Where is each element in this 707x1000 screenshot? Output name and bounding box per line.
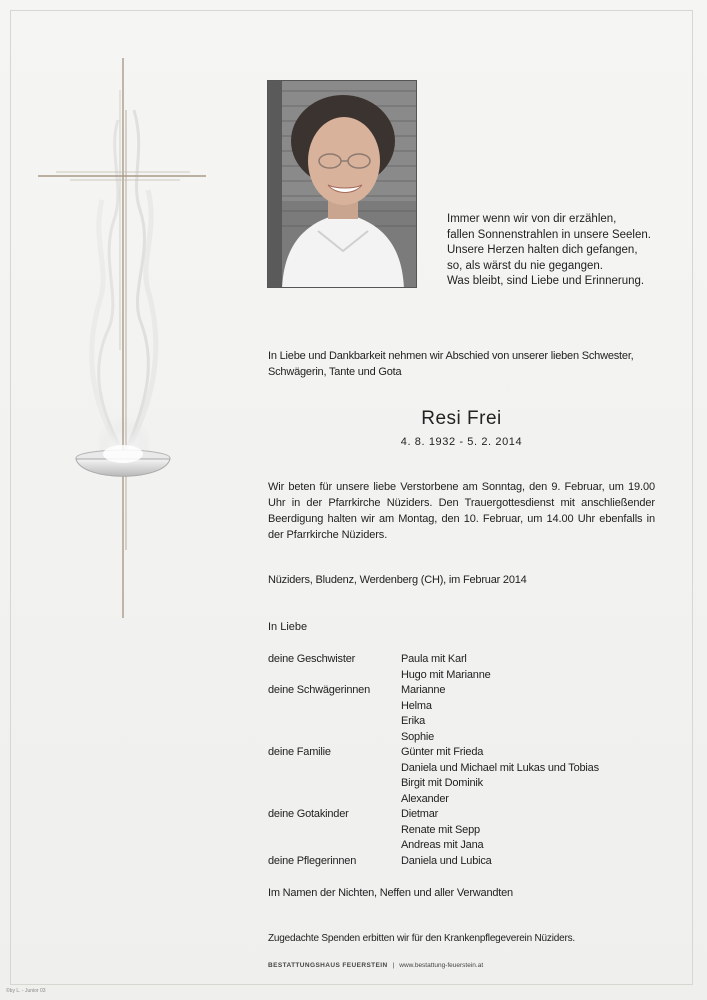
donation-note: Zugedachte Spenden erbitten wir für den Krankenpflegeverein Nüziders. [268, 933, 575, 944]
mourner-name: Alexander [401, 792, 449, 805]
poem-line: Immer wenn wir von dir erzählen, [447, 213, 617, 225]
relation-label [268, 761, 401, 777]
relation-label: deine Familie [268, 746, 331, 758]
mourner-name: Günter mit Frieda [401, 746, 484, 758]
mourners-list [268, 652, 668, 869]
life-dates: 4. 8. 1932 - 5. 2. 2014 [400, 436, 523, 448]
poem-line: Unsere Herzen halten dich gefangen, [447, 244, 638, 256]
mourner-name: Daniela und Michael mit Lukas und Tobias [401, 761, 599, 774]
mourner-name: Andreas mit Jana [401, 839, 484, 851]
closing-text: Im Namen der Nichten, Neffen und aller Verwandten [268, 887, 513, 899]
relation-label: deine Pflegerinnen [268, 854, 357, 867]
poem-line: fallen Sonnenstrahlen in unsere Seelen. [447, 228, 651, 241]
mourner-row [268, 761, 668, 777]
mourner-row [268, 714, 668, 730]
mourner-name: Renate mit Sepp [401, 823, 480, 836]
mourner-name: Erika [401, 715, 426, 727]
cross-flame-icon [30, 50, 220, 630]
mourner-row [268, 776, 668, 792]
mourner-name: Sophie [401, 730, 435, 743]
mourner-row [268, 792, 668, 808]
mourner-name: Dietmar [401, 808, 439, 820]
relation-label [268, 714, 401, 730]
relation-label [268, 668, 401, 684]
mourner-name: Marianne [401, 684, 446, 696]
mourner-row [268, 683, 668, 699]
mourner-row [268, 838, 668, 854]
mourner-name: Helma [401, 699, 432, 712]
mourner-row [268, 730, 668, 746]
footer-separator: | [392, 962, 395, 969]
mourner-name: Paula mit Karl [401, 653, 467, 665]
service-info: Wir beten für unsere liebe Verstorbene am Sonntag, den 9. Februar, um 19.00 Uhr in der Pfarrkirche Nüziders. Den Trauergottesdienst mit anschließender Beerdigung halten wir am Montag, den 10. Februar, um 14.00 Uhr ebenfalls in der Pfarrkirche Nüziders. [268, 481, 655, 541]
deceased-name: Resi Frei [421, 408, 502, 429]
mourner-row [268, 652, 668, 668]
portrait-photo [267, 80, 417, 288]
relation-label [268, 792, 401, 808]
relation-label: deine Schwägerinnen [268, 684, 370, 696]
mourner-row [268, 807, 668, 823]
mourner-row [268, 668, 668, 684]
mourner-name: Hugo mit Marianne [401, 668, 491, 681]
funeral-home-website: www.bestattung-feuerstein.at [399, 962, 484, 969]
place-date: Nüziders, Bludenz, Werdenberg (CH), im Februar 2014 [268, 574, 527, 586]
mourner-row [268, 699, 668, 715]
mourner-row [268, 854, 668, 870]
in-liebe-heading: In Liebe [268, 621, 308, 633]
relation-label: deine Gotakinder [268, 808, 349, 820]
relation-label [268, 730, 401, 746]
mourner-row [268, 823, 668, 839]
funeral-home-name: BESTATTUNGSHAUS FEUERSTEIN [268, 962, 388, 969]
relation-label: deine Geschwister [268, 653, 356, 665]
intro-text: In Liebe und Dankbarkeit nehmen wir Abschied von unserer lieben Schwester, Schwägerin, Tante und Gota [268, 350, 634, 378]
footer [268, 962, 483, 969]
poem-line: so, als wärst du nie gegangen. [447, 259, 603, 272]
relation-label [268, 699, 401, 715]
relation-label [268, 823, 401, 839]
mourner-row [268, 745, 668, 761]
mourner-name: Daniela und Lubica [401, 854, 492, 867]
relation-label [268, 776, 401, 792]
mourner-name: Birgit mit Dominik [401, 777, 483, 789]
poem-line: Was bleibt, sind Liebe und Erinnerung. [447, 275, 645, 287]
relation-label [268, 838, 401, 854]
poem [447, 212, 677, 290]
template-code: ©by L. - Junior 03 [6, 988, 46, 994]
